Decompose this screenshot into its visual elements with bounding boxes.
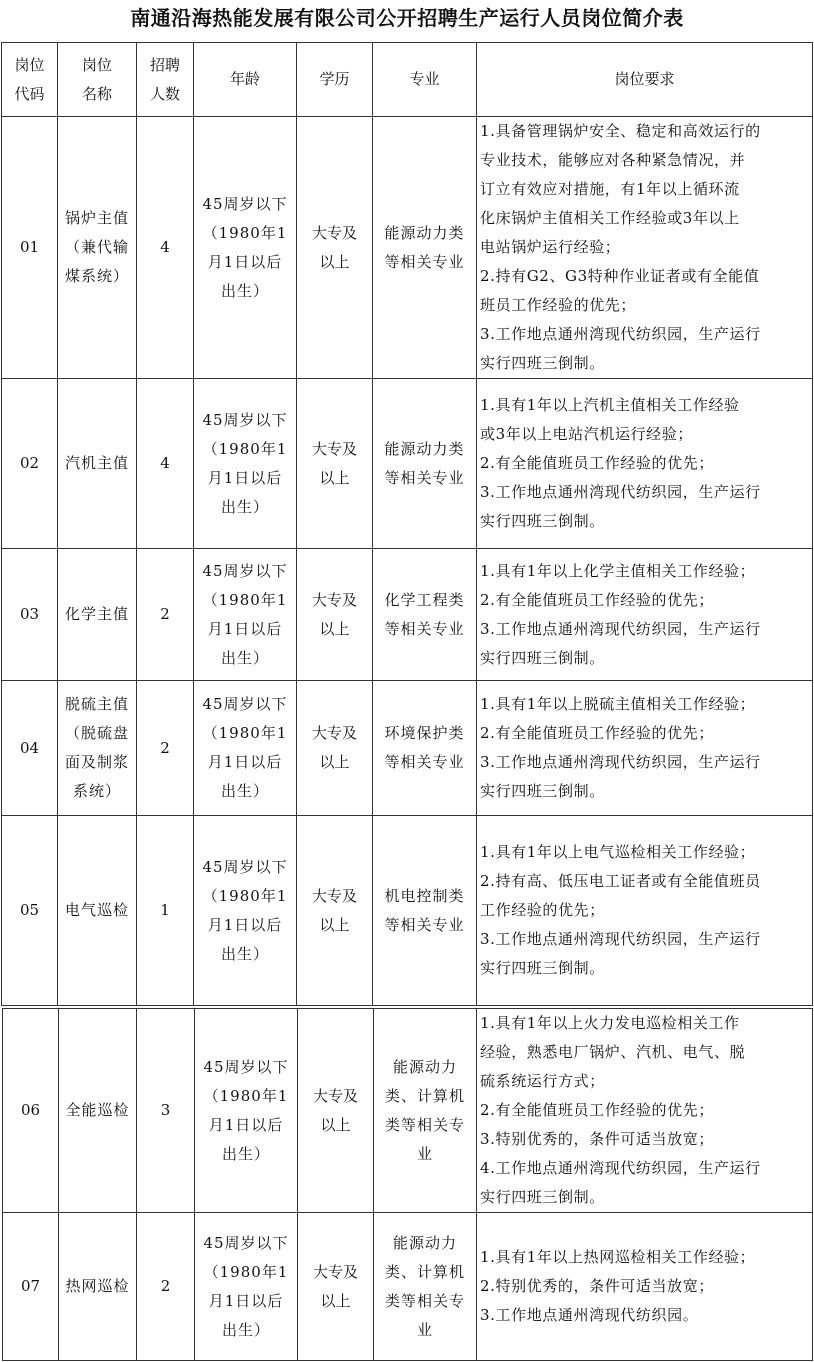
position-code: 01 xyxy=(2,117,58,379)
job-requirements: 1.具备管理锅炉安全、稳定和高效运行的 专业技术，能够应对各种紧急情况，并 订立有效应对措施，有1年以上循环流 化床锅炉主值相关工作经验或3年以上 电站锅炉运行经验； 2.持有G2、G3特种作业证者或有全能值 班员工作经验的优先； 3.工作地点通州湾现代纺织园，生产运行 实行四班三倒制。 xyxy=(477,117,813,379)
table-row xyxy=(2,549,813,681)
hire-count: 1 xyxy=(137,816,194,1006)
position-code: 03 xyxy=(2,549,58,681)
position-code: 02 xyxy=(2,379,58,549)
education-requirement: 大专及 以上 xyxy=(297,117,373,379)
major-requirement: 能源动力 类、计算机 类等相关专 业 xyxy=(374,1213,477,1361)
table-row xyxy=(2,117,813,379)
age-requirement: 45周岁以下 （1980年1 月1日以后 出生） xyxy=(194,681,297,816)
job-requirements: 1.具有1年以上热网巡检相关工作经验； 2.特别优秀的，条件可适当放宽； 3.工作地点通州湾现代纺织园。 xyxy=(477,1213,813,1361)
major-requirement: 机电控制类 等相关专业 xyxy=(373,816,477,1006)
table-row xyxy=(3,1009,813,1213)
major-requirement: 能源动力类 等相关专业 xyxy=(373,379,477,549)
education-requirement: 大专及 以上 xyxy=(298,1213,374,1361)
job-requirements: 1.具有1年以上火力发电巡检相关工作 经验，熟悉电厂锅炉、汽机、电气、脱 硫系统运行方式； 2.有全能值班员工作经验的优先； 3.特别优秀的，条件可适当放宽； 4.工作地点通州湾现代纺织园，生产运行 实行四班三倒制。 xyxy=(477,1009,813,1213)
page-title: 南通沿海热能发展有限公司公开招聘生产运行人员岗位简介表 xyxy=(130,6,684,30)
hire-count: 2 xyxy=(137,549,194,681)
header-name: 岗位 名称 xyxy=(58,43,137,117)
header-requirements: 岗位要求 xyxy=(477,43,813,117)
age-requirement: 45周岁以下 （1980年1 月1日以后 出生） xyxy=(194,117,297,379)
age-requirement: 45周岁以下 （1980年1 月1日以后 出生） xyxy=(194,379,297,549)
header-code: 岗位 代码 xyxy=(2,43,58,117)
table-row xyxy=(2,681,813,816)
header-row xyxy=(2,43,813,117)
table-row xyxy=(2,816,813,1006)
position-name: 汽机主值 xyxy=(58,379,137,549)
position-name: 电气巡检 xyxy=(58,816,137,1006)
education-requirement: 大专及 以上 xyxy=(297,549,373,681)
position-name: 脱硫主值 （脱硫盘 面及制浆 系统） xyxy=(58,681,137,816)
positions-table xyxy=(1,42,813,1006)
position-name: 锅炉主值 （兼代输 煤系统） xyxy=(58,117,137,379)
age-requirement: 45周岁以下 （1980年1 月1日以后 出生） xyxy=(194,816,297,1006)
position-code: 04 xyxy=(2,681,58,816)
table-row xyxy=(2,379,813,549)
major-requirement: 能源动力 类、计算机 类等相关专 业 xyxy=(374,1009,477,1213)
position-code: 07 xyxy=(3,1213,59,1361)
age-requirement: 45周岁以下 （1980年1 月1日以后 出生） xyxy=(195,1009,298,1213)
position-name: 全能巡检 xyxy=(59,1009,137,1213)
hire-count: 3 xyxy=(137,1009,195,1213)
hire-count: 2 xyxy=(137,681,194,816)
hire-count: 4 xyxy=(137,379,194,549)
job-requirements: 1.具有1年以上脱硫主值相关工作经验； 2.有全能值班员工作经验的优先； 3.工作地点通州湾现代纺织园，生产运行 实行四班三倒制。 xyxy=(477,681,813,816)
header-count: 招聘 人数 xyxy=(137,43,194,117)
position-name: 化学主值 xyxy=(58,549,137,681)
positions-table-continued xyxy=(2,1008,813,1361)
major-requirement: 化学工程类 等相关专业 xyxy=(373,549,477,681)
education-requirement: 大专及 以上 xyxy=(298,1009,374,1213)
education-requirement: 大专及 以上 xyxy=(297,379,373,549)
major-requirement: 环境保护类 等相关专业 xyxy=(373,681,477,816)
major-requirement: 能源动力类 等相关专业 xyxy=(373,117,477,379)
position-name: 热网巡检 xyxy=(59,1213,137,1361)
header-major: 专业 xyxy=(373,43,477,117)
job-requirements: 1.具有1年以上电气巡检相关工作经验； 2.持有高、低压电工证者或有全能值班员 工作经验的优先； 3.工作地点通州湾现代纺织园，生产运行 实行四班三倒制。 xyxy=(477,816,813,1006)
age-requirement: 45周岁以下 （1980年1 月1日以后 出生） xyxy=(195,1213,298,1361)
hire-count: 2 xyxy=(137,1213,195,1361)
job-requirements: 1.具有1年以上化学主值相关工作经验； 2.有全能值班员工作经验的优先； 3.工作地点通州湾现代纺织园，生产运行 实行四班三倒制。 xyxy=(477,549,813,681)
age-requirement: 45周岁以下 （1980年1 月1日以后 出生） xyxy=(194,549,297,681)
position-code: 06 xyxy=(3,1009,59,1213)
position-code: 05 xyxy=(2,816,58,1006)
hire-count: 4 xyxy=(137,117,194,379)
education-requirement: 大专及 以上 xyxy=(297,681,373,816)
education-requirement: 大专及 以上 xyxy=(297,816,373,1006)
table-row xyxy=(3,1213,813,1361)
header-age: 年龄 xyxy=(194,43,297,117)
job-requirements: 1.具有1年以上汽机主值相关工作经验 或3年以上电站汽机运行经验； 2.有全能值班员工作经验的优先； 3.工作地点通州湾现代纺织园，生产运行 实行四班三倒制。 xyxy=(477,379,813,549)
header-education: 学历 xyxy=(297,43,373,117)
